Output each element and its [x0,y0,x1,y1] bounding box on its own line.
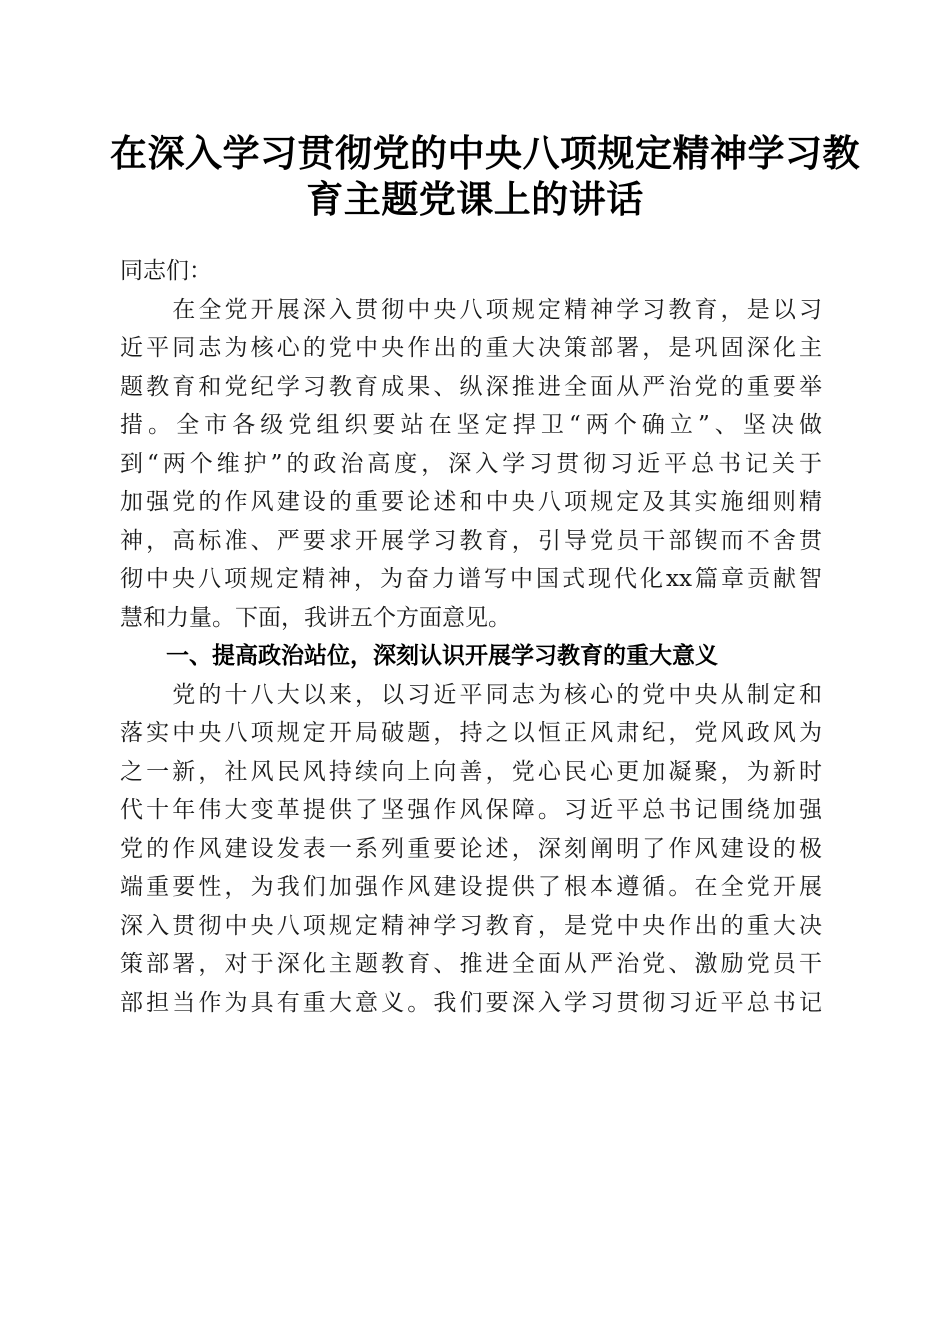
paragraph-line: 之一新，社风民风持续向上向善，党心民心更加凝聚，为新时 [120,758,822,785]
section-heading-1: 一、提高政治站位，深刻认识开展学习教育的重大意义 [166,643,718,669]
document-body [120,252,822,1022]
title-line-1: 在深入学习贯彻党的中央八项规定精神学习教 [110,131,860,175]
paragraph-line: 题教育和党纪学习教育成果、纵深推进全面从严治党的重要举 [120,373,822,400]
paragraph-line: 深入贯彻中央八项规定精神学习教育，是党中央作出的重大决 [120,912,822,939]
paragraph-line: 慧和力量。下面，我讲五个方面意见。 [120,604,511,631]
paragraph-line: 神，高标准、严要求开展学习教育，引导党员干部锲而不舍贯 [120,527,822,554]
paragraph-intro [120,291,822,638]
paragraph-line: 在全党开展深入贯彻中央八项规定精神学习教育，是以习 [120,296,822,323]
paragraph-line: 端重要性，为我们加强作风建设提供了根本遵循。在全党开展 [120,874,822,900]
paragraph-line: 部担当作为具有重大意义。我们要深入学习贯彻习近平总书记 [120,989,822,1016]
paragraph-line: 落实中央八项规定开局破题，持之以恒正风肃纪，党风政风为 [120,720,822,746]
paragraph-line: 到“两个维护”的政治高度，深入学习贯彻习近平总书记关于 [120,450,822,477]
paragraph-section-1 [120,676,822,1023]
paragraph-line: 党的作风建设发表一系列重要论述，深刻阐明了作风建设的极 [120,835,822,862]
document-title [110,130,860,222]
paragraph-line: 党的十八大以来，以习近平同志为核心的党中央从制定和 [120,681,822,708]
paragraph-line: 加强党的作风建设的重要论述和中央八项规定及其实施细则精 [120,489,822,515]
salutation: 同志们： [120,258,212,284]
paragraph-line: 代十年伟大变革提供了坚强作风保障。习近平总书记围绕加强 [120,797,822,823]
paragraph-line: 措。全市各级党组织要站在坚定捍卫“两个确立”、坚决做 [120,412,822,438]
title-line-2: 育主题党课上的讲话 [306,177,644,221]
paragraph-line: 策部署，对于深化主题教育、推进全面从严治党、激励党员干 [120,951,822,977]
paragraph-line: 近平同志为核心的党中央作出的重大决策部署，是巩固深化主 [120,335,822,361]
paragraph-line: 彻中央八项规定精神，为奋力谱写中国式现代化xx篇章贡献智 [120,566,822,592]
